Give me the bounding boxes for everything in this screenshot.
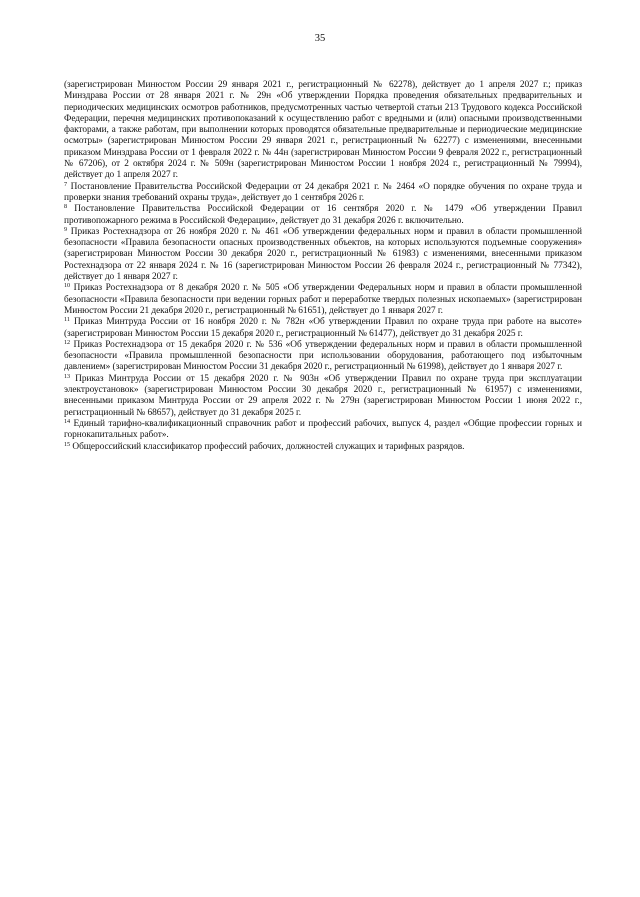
footnote-text: Постановление Правительства Российской Федерации от 16 сентября 2020 г. № 1479 «Об утверждении Правил противопожарного режима в Российской Федерации», действует до 31 декабря 2026 г. включительно. — [64, 204, 582, 226]
footnotes-block — [64, 80, 582, 453]
footnote-10 — [64, 283, 582, 317]
footnote-text: Приказ Ростехнадзора от 15 декабря 2020 г. № 536 «Об утверждении федеральных норм и правил в области промышленной безопасности «Правила промышленной безопасности при использовании оборудования, работающего под избыточным давлением» (зарегистрирован Минюстом России 31 декабря 2020 г., регистрационный № 61998), действует до 1 января 2027 г. — [64, 339, 582, 373]
footnote-15 — [64, 442, 582, 453]
footnote-text: Приказ Минтруда России от 16 ноября 2020 г. № 782н «Об утверждении Правил по охране труда при работе на высоте» (зарегистрирован Минюстом России 15 декабря 2020 г., регистрационный № 61477), действует до 31 декабря 2025 г. — [64, 317, 582, 339]
footnote-number: 14 — [64, 417, 71, 425]
footnote-continuation: (зарегистрирован Минюстом России 29 января 2021 г., регистрационный № 62278), действует до 1 апреля 2027 г.; приказ Минздрава России от 28 января 2021 г. № 29н «Об утверждении Порядка проведения обязательных предварительных и периодических медицинских осмотров работников, предусмотренных частью четвертой статьи 213 Трудового кодекса Российской Федерации, перечня медицинских противопоказаний к осуществлению работ с вредными и (или) опасными производственными факторами, а также работам, при выполнении которых проводятся обязательные предварительные и периодические медицинские осмотры» (зарегистрирован Минюстом России 29 января 2021 г., регистрационный № 62277) с изменениями, внесенными приказом Минздрава России от 1 февраля 2022 г. № 44н (зарегистрирован Минюстом России 9 февраля 2022 г., регистрационный № 67206), от 2 октября 2024 г. № 509н (зарегистрирован Минюстом России 1 ноября 2024 г., регистрационный № 79994), действует до 1 апреля 2027 г. — [64, 80, 582, 181]
footnote-14 — [64, 419, 582, 442]
footnote-number: 11 — [64, 316, 70, 324]
footnote-11 — [64, 317, 582, 340]
footnote-text: Приказ Ростехнадзора от 26 ноября 2020 г. № 461 «Об утверждении федеральных норм и правил в области промышленной безопасности «Правила безопасности опасных производственных объектов, на которых используются подъемные сооружения» (зарегистрирован Минюстом России 30 декабря 2020 г., регистрационный № 61983) с изменениями, внесенными приказом Ростехнадзора от 22 января 2024 г. № 16 (зарегистрирован Минюстом России 26 февраля 2024 г., регистрационный № 77342), действует до 1 января 2027 г. — [64, 226, 582, 283]
footnote-number: 8 — [64, 203, 68, 211]
footnote-number: 13 — [64, 372, 71, 380]
footnote-text: Приказ Ростехнадзора от 8 декабря 2020 г. № 505 «Об утверждении Федеральных норм и правил в области промышленной безопасности «Правила безопасности при ведении горных работ и переработке твердых полезных ископаемых» (зарегистрирован Минюстом России 21 декабря 2020 г., регистрационный № 61651), действует до 1 января 2027 г. — [64, 283, 582, 316]
footnote-number: 10 — [64, 282, 71, 290]
footnote-13 — [64, 374, 582, 419]
footnote-7 — [64, 182, 582, 205]
footnote-9 — [64, 227, 582, 283]
footnote-number: 9 — [64, 225, 68, 233]
footnote-text: Постановление Правительства Российской Федерации от 24 декабря 2021 г. № 2464 «О порядке обучения по охране труда и проверки знания требований охраны труда», действует до 1 сентября 2026 г. — [64, 181, 582, 203]
page-number: 35 — [314, 33, 326, 44]
footnote-text: Единый тарифно-квалификационный справочник работ и профессий рабочих, выпуск 4, раздел «Общие профессии горных и горнокапитальных работ». — [64, 418, 582, 441]
footnote-text: Приказ Минтруда России от 15 декабря 2020 г. № 903н «Об утверждении Правил по охране труда при эксплуатации электроустановок» (зарегистрирован Минюстом России 30 декабря 2020 г., регистрационный № 61957) с изменениями, внесенными приказом Минтруда России от 29 апреля 2022 г. № 279н (зарегистрирован Минюстом России 1 июня 2022 г., регистрационный № 68657), действует до 31 декабря 2025 г. — [64, 373, 582, 418]
footnote-number: 15 — [64, 440, 71, 448]
footnote-number: 12 — [64, 338, 71, 346]
footnote-8 — [64, 204, 582, 227]
footnote-number: 7 — [64, 180, 68, 188]
footnote-text: Общероссийский классификатор профессий рабочих, должностей служащих и тарифных разрядов. — [72, 441, 465, 452]
footnote-12 — [64, 340, 582, 374]
